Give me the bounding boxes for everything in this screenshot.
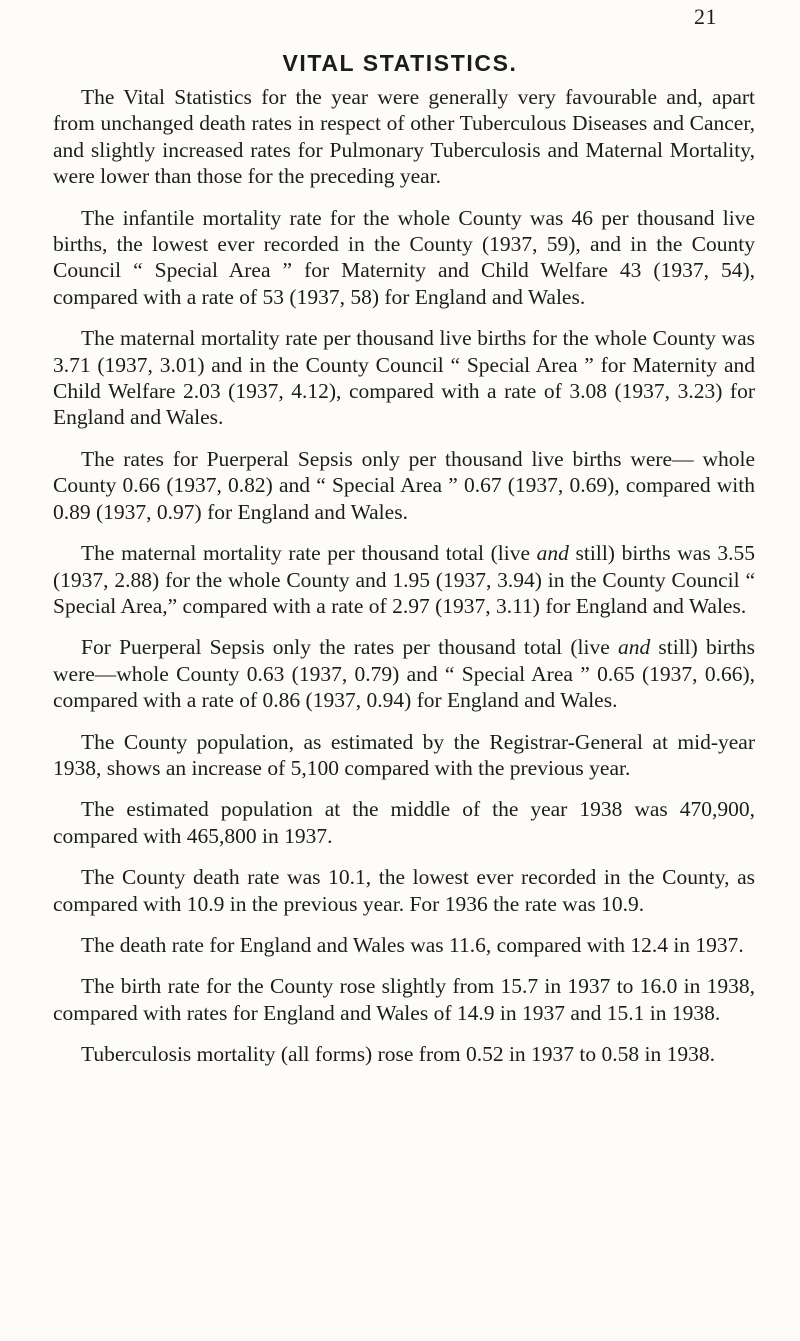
paragraph-estimated-population: The estimated population at the middle of the year 1938 was 470,900, compared with 465,800 in 1937. — [53, 797, 755, 848]
paragraph-text: still) births was 3.55 (1937, 2.88) for the whole County and 1.95 (1937, 3.94) in the County Council “ Special Area,” compared with a rate of 2.97 (1937, 3.11) for England and Wales. — [53, 541, 755, 618]
page-title: VITAL STATISTICS. — [282, 50, 518, 76]
document-body — [53, 84, 755, 1083]
paragraph-birth-rate: The birth rate for the County rose slightly from 15.7 in 1937 to 16.0 in 1938, compared with rates for England and Wales of 14.9 in 1937 and 15.1 in 1938. — [53, 974, 755, 1025]
paragraph-tuberculosis-mortality: Tuberculosis mortality (all forms) rose from 0.52 in 1937 to 0.58 in 1938. — [81, 1042, 715, 1067]
paragraph-puerperal-sepsis-live: The rates for Puerperal Sepsis only per thousand live births were— whole County 0.66 (1937, 0.82) and “ Special Area ” 0.67 (1937, 0.69), compared with 0.89 (1937, 0.97) for England and Wales. — [53, 446, 755, 524]
paragraph-italic-text: and — [536, 541, 569, 566]
paragraph-population-increase: The County population, as estimated by the Registrar-General at mid-year 1938, shows an increase of 5,100 compared with the previous year. — [53, 729, 755, 780]
paragraph-italic-text: and — [617, 635, 651, 660]
paragraph-general-summary: The Vital Statistics for the year were generally very favourable and, apart from unchanged death rates in respect of other Tuberculous Diseases and Cancer, and slightly increased rates for Pulmonary Tuberculosis and Maternal Mortality, were lower than those for the preceding year. — [53, 85, 755, 189]
paragraph-text: still) births were—whole County 0.63 (1937, 0.79) and “ Special Area ” 0.65 (1937, 0.66), compared with a rate of 0.86 (1937, 0.94) for England and Wales. — [53, 635, 755, 713]
paragraph-text: For Puerperal Sepsis only the rates per thousand total (live — [81, 635, 618, 660]
paragraph-text: The maternal mortality rate per thousand total (live — [81, 541, 537, 566]
paragraph-maternal-mortality: The maternal mortality rate per thousand live births for the whole County was 3.71 (1937, 3.01) and in the County Council “ Special Area ” for Maternity and Child Welfare 2.03 (1937, 4.12), compared with a rate of 3.08 (1937, 3.23) for England and Wales. — [53, 326, 755, 430]
paragraph-county-death-rate: The County death rate was 10.1, the lowest ever recorded in the County, as compared with 10.9 in the previous year. For 1936 the rate was 10.9. — [53, 865, 755, 916]
page-number: 21 — [694, 4, 717, 29]
paragraph-maternal-mortality-total — [53, 540, 755, 619]
paragraph-puerperal-sepsis-total — [53, 634, 755, 713]
paragraph-infantile-mortality: The infantile mortality rate for the whole County was 46 per thousand live births, the lowest ever recorded in the County (1937, 59), and in the County Council “ Special Area ” for Maternity and Child Welfare 43 (1937, 54), compared with a rate of 53 (1937, 58) for England and Wales. — [53, 205, 755, 309]
paragraph-national-death-rate: The death rate for England and Wales was 11.6, compared with 12.4 in 1937. — [81, 932, 744, 957]
